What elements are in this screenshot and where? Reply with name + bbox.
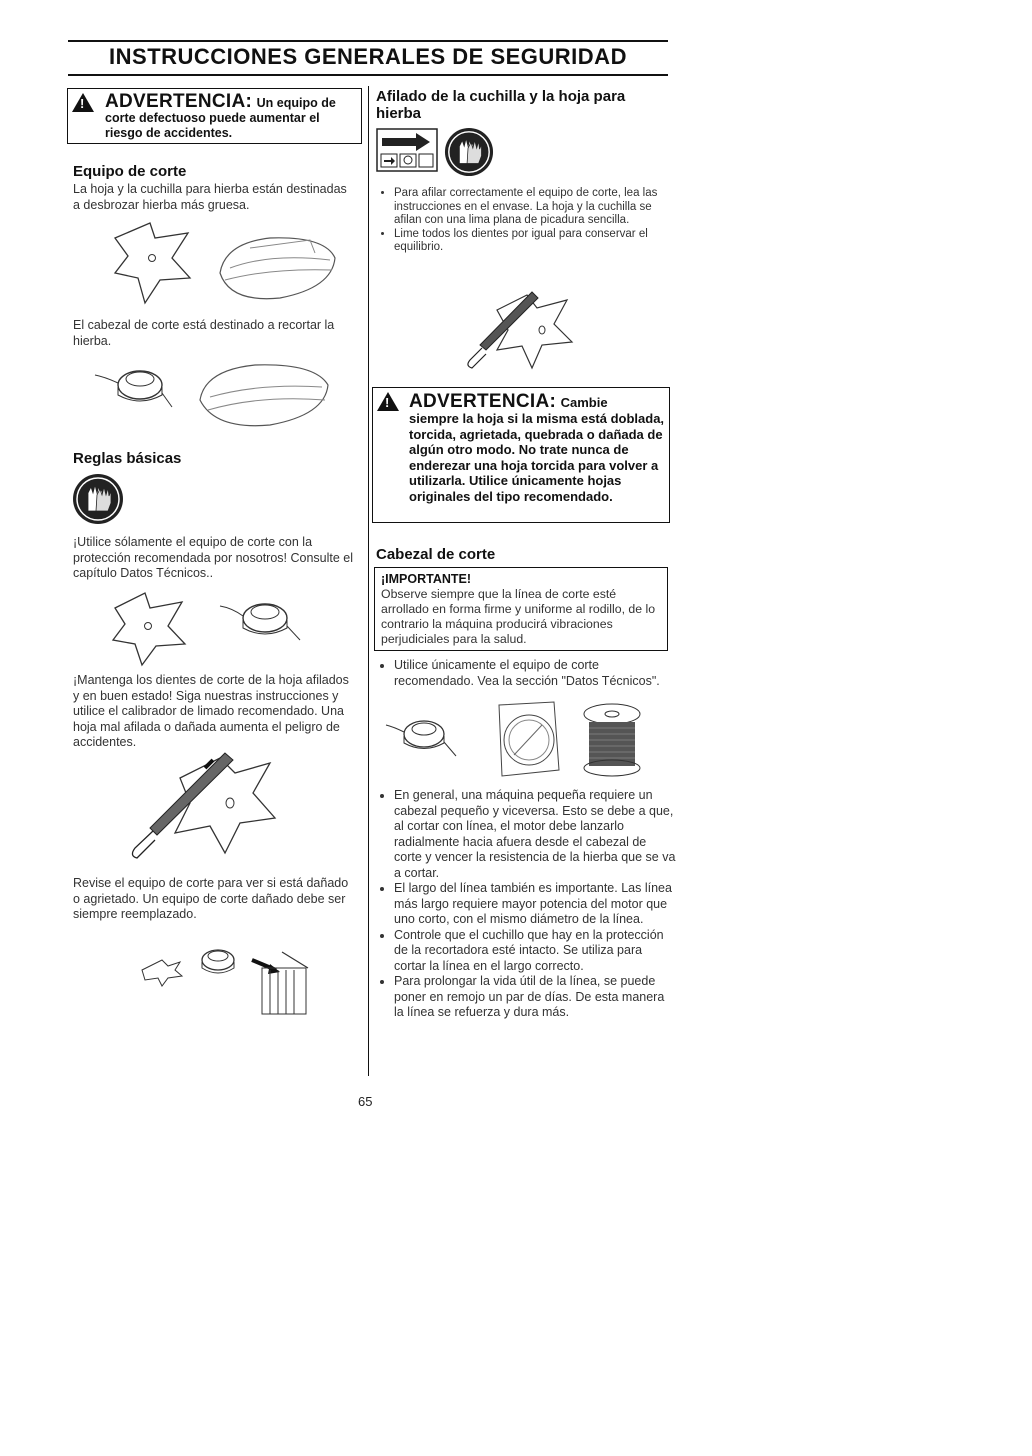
list-item: • Para afilar correctamente el equipo de corte, lea las instrucciones en el envase. La hoja y la cuchilla se afilan con una lima plana de picadura sencilla.: [394, 187, 680, 228]
section-heading-cabezal: Cabezal de corte: [376, 546, 496, 563]
gloves-icon: [72, 473, 124, 525]
line-head-bullets: [380, 788, 676, 1021]
list-item: • Controle que el cuchillo que hay en la protección de la recortadora esté intacto. Se utiliza para cortar la línea en el largo correcto.: [394, 928, 676, 975]
blade-head-illustration: [110, 590, 340, 665]
blade-guard-illustration: [110, 218, 340, 308]
page-number: 65: [358, 1094, 373, 1109]
sharpening-bullets: [380, 187, 680, 255]
discard-illustration: [140, 940, 320, 1018]
warning-heading: ADVERTENCIA:: [105, 91, 253, 112]
page-title: INSTRUCCIONES GENERALES DE SEGURIDAD: [109, 44, 627, 69]
head-line-illustration: [384, 700, 654, 780]
gloves-icon: [444, 127, 494, 177]
warning-heading-tail: Un equipo de: [256, 96, 336, 110]
warning-triangle-icon: [72, 93, 94, 112]
head-guard-illustration: [90, 355, 340, 430]
list-item: • Para prolongar la vida útil de la línea, se puede poner en remojo un par de días. De esta manera la línea se refuerza y dura más.: [394, 974, 676, 1021]
warning-triangle-icon: [377, 392, 399, 411]
manual-arrow-icon: [376, 128, 438, 172]
list-item: • Utilice únicamente el equipo de corte recomendado. Vea la sección "Datos Técnicos".: [394, 658, 676, 689]
section-heading-reglas: Reglas básicas: [73, 450, 182, 467]
title-rule: [68, 74, 668, 76]
cabezal-text: El cabezal de corte está destinado a recortar la hierba.: [73, 318, 335, 348]
equipment-bullets: [380, 658, 676, 689]
list-item: • Lime todos los dientes por igual para conservar el equilibrio.: [394, 228, 680, 255]
use-recommended-text: ¡Utilice sólamente el equipo de corte con la protección recomendada por nosotros! Consulte el capítulo Datos Técnicos..: [73, 535, 354, 580]
important-title: ¡IMPORTANTE!: [381, 572, 472, 586]
list-item: • En general, una máquina pequeña requiere un cabezal pequeño y viceversa. Esto se debe a que, al cortar con línea, el motor debe lanzarlo radialmente hacia afuera desde el cabezal de corte y vencer la resistencia de la hierba que se va a cortar.: [394, 788, 676, 881]
warning-body: siempre la hoja si la misma está doblada, torcida, agrietada, quebrada o dañada de algún otro modo. No trate nunca de enderezar una hoja torcida para volver a utilizarla. Utilice únicamente hojas originales del tipo recomendado.: [409, 411, 665, 504]
equipo-text: La hoja y la cuchilla para hierba están destinadas a desbrozar hierba más gruesa.: [73, 182, 347, 212]
warning-body: corte defectuoso puede aumentar el riesgo de accidentes.: [105, 111, 320, 140]
top-rule: [68, 40, 668, 42]
section-heading-equipo: Equipo de corte: [73, 163, 187, 180]
list-item: • El largo del línea también es importante. Las línea más largo requiere mayor potencia del motor que uno corto, con el mismo diámetro de la línea.: [394, 881, 676, 928]
keep-teeth-text: ¡Mantenga los dientes de corte de la hoja afilados y en buen estado! Siga nuestras instrucciones y utilice el calibrador de limado recomendado. Una hoja mal afilada o dañada aumenta el peligro de accidentes.: [73, 673, 349, 749]
warning-heading: ADVERTENCIA:: [409, 391, 557, 412]
important-text: Observe siempre que la línea de corte esté arrollado en forma firme y uniforme al rodillo, de lo contrario la máquina producirá vibraciones perjudiciales para la salud.: [381, 587, 656, 646]
warning-heading-tail: Cambie: [560, 395, 608, 410]
section-heading-afilado: Afilado de la cuchilla y la hoja para hierba: [376, 88, 626, 122]
warning-box-1: [67, 88, 362, 144]
important-box: [374, 567, 668, 651]
file-blade-illustration: [125, 748, 285, 863]
warning-box-2: [372, 387, 670, 523]
file-blade-illustration: [462, 290, 582, 370]
check-damage-text: Revise el equipo de corte para ver si está dañado o agrietado. Un equipo de corte dañado debe ser siempre reemplazado.: [73, 876, 349, 921]
column-divider: [368, 86, 369, 1076]
